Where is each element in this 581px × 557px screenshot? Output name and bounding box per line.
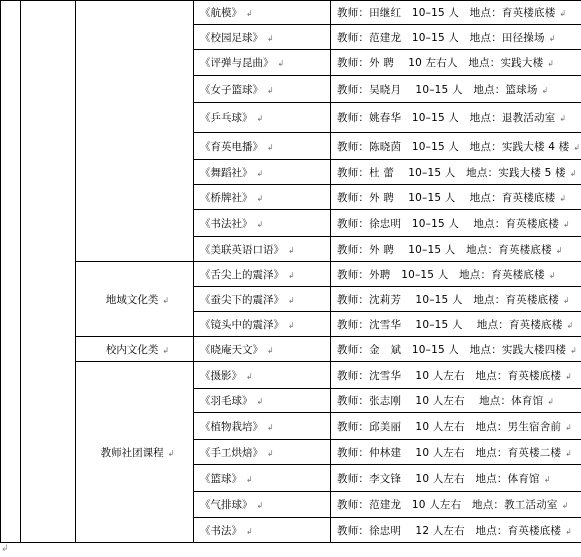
table-row — [1, 1, 581, 25]
cell-end-mark-icon: ↲ — [543, 474, 551, 484]
course-name-cell — [194, 337, 331, 362]
course-name-cell — [194, 210, 331, 237]
course-name: 《篮球》 — [200, 472, 242, 485]
course-name: 《美联英语口语》 — [200, 243, 284, 256]
cell-end-mark-icon: ↲ — [548, 270, 556, 280]
cell-end-mark-icon: ↲ — [565, 526, 573, 536]
course-info-cell — [331, 50, 581, 76]
course-info-cell — [331, 362, 581, 389]
course-info: 教师：范建龙 10 人左右 地点：教工活动室 — [337, 499, 558, 511]
course-name: 《书法》 — [200, 524, 242, 537]
cell-end-mark-icon: ↲ — [555, 245, 563, 255]
course-info: 教师：仲林建 10 人左右 地点：育英楼二楼 — [337, 446, 562, 459]
cell-end-mark-icon: ↲ — [559, 9, 567, 18]
cell-end-mark-icon: ↲ — [288, 270, 295, 280]
course-name: 《航模》 — [200, 7, 242, 19]
course-info-cell — [331, 492, 581, 518]
cell-end-mark-icon: ↲ — [541, 85, 549, 95]
course-name: 《摄影》 — [200, 369, 242, 382]
course-name-cell — [194, 262, 331, 287]
course-name-cell — [194, 492, 331, 518]
course-name: 《气排球》 — [200, 499, 253, 511]
cell-end-mark-icon: ↲ — [256, 219, 264, 229]
course-info: 教师：沈雪华 10 人左右 地点：育英楼底楼 — [337, 369, 562, 382]
cell-end-mark-icon: ↲ — [246, 9, 253, 18]
cell-end-mark-icon: ↲ — [562, 219, 570, 229]
course-info-cell — [331, 518, 581, 543]
cell-end-mark-icon: ↲ — [561, 501, 569, 510]
cell-end-mark-icon: ↲ — [162, 345, 170, 355]
course-info-cell — [331, 337, 581, 362]
course-info: 教师：张志刚 10 人左右 地点：体育馆 — [337, 395, 544, 407]
course-info: 教师：吴晓月 10–15 人 地点：篮球场 — [337, 83, 538, 96]
cell-end-mark-icon: ↲ — [267, 33, 274, 43]
category-cell — [76, 1, 194, 262]
category-label: 校内文化类 — [105, 343, 159, 356]
course-name-cell — [194, 50, 331, 76]
course-name-cell — [194, 76, 331, 103]
course-info: 教师：徐忠明 12 人左右 地点：育英楼底楼 — [337, 524, 562, 537]
course-name: 《蚕尖下的震泽》 — [200, 293, 284, 306]
cell-end-mark-icon: ↲ — [267, 422, 274, 432]
category-cell — [76, 337, 194, 362]
course-info: 教师：外 聘 10 左右人 地点：实践大楼 — [337, 57, 544, 69]
cell-end-mark-icon: ↲ — [167, 448, 175, 458]
cell-end-mark-icon: ↲ — [548, 33, 556, 43]
category-cell — [76, 262, 194, 337]
course-info: 教师：徐忠明 10–15 人 地点：育英楼底楼 — [337, 217, 559, 230]
course-info-cell — [331, 312, 581, 337]
course-info-cell — [331, 25, 581, 50]
course-name: 《评弹与昆曲》 — [200, 57, 274, 69]
course-name-cell — [194, 103, 331, 133]
category-cell — [76, 362, 194, 543]
cell-end-mark-icon: ↲ — [562, 295, 570, 305]
table-row — [1, 262, 581, 287]
course-name-cell — [194, 440, 331, 465]
course-info-cell — [331, 389, 581, 413]
course-info: 教师：沈雪华 10–15 人 地点：育英楼底楼 — [337, 318, 563, 331]
outer-col-2 — [21, 1, 76, 543]
cell-end-mark-icon: ↲ — [267, 345, 274, 355]
cell-end-mark-icon: ↲ — [246, 371, 253, 381]
cell-end-mark-icon: ↲ — [267, 85, 274, 95]
course-info-cell — [331, 413, 581, 440]
cell-end-mark-icon: ↲ — [288, 245, 295, 255]
course-info-cell — [331, 440, 581, 465]
course-name-cell — [194, 133, 331, 160]
course-name-cell — [194, 1, 331, 25]
course-info-cell — [331, 465, 581, 492]
course-info-cell — [331, 76, 581, 103]
cell-end-mark-icon: ↲ — [267, 142, 274, 152]
course-name: 《手工烘焙》 — [200, 446, 263, 459]
course-info-cell — [331, 160, 581, 185]
paragraph-mark-icon: ↲ — [1, 544, 9, 554]
course-info: 教师：外 聘 10–15 人 地点：育英楼底楼 — [337, 191, 556, 204]
cell-end-mark-icon: ↲ — [256, 168, 264, 178]
course-info-cell — [331, 287, 581, 312]
course-name-cell — [194, 185, 331, 210]
cell-end-mark-icon: ↲ — [569, 168, 577, 178]
table-row — [1, 362, 581, 389]
cell-end-mark-icon: ↲ — [559, 114, 567, 123]
course-info-cell — [331, 103, 581, 133]
course-info-cell — [331, 1, 581, 25]
course-info: 教师：沈莉芳 10–15 人 地点：育英楼底楼 — [337, 293, 559, 306]
cell-end-mark-icon: ↲ — [288, 295, 295, 305]
cell-end-mark-icon: ↲ — [267, 448, 274, 458]
cell-end-mark-icon: ↲ — [288, 320, 295, 330]
cell-end-mark-icon: ↲ — [246, 526, 253, 536]
course-info: 教师：范建龙 10–15 人 地点：田径操场 — [337, 31, 545, 44]
course-name-cell — [194, 465, 331, 492]
course-name-cell — [194, 389, 331, 413]
course-info: 教师：外聘 10–15 人 地点：育英楼底楼 — [337, 268, 545, 281]
category-label: 地域文化类 — [105, 293, 159, 306]
table-row — [1, 337, 581, 362]
course-name: 《舌尖上的震泽》 — [200, 268, 284, 281]
course-name: 《晓庵天文》 — [200, 343, 263, 356]
course-info-cell — [331, 237, 581, 262]
cell-end-mark-icon: ↲ — [256, 397, 264, 406]
course-info: 教师：杜 蕾 10–15 人 地点：实践大楼 5 楼 — [337, 166, 566, 179]
course-name: 《桥牌社》 — [200, 191, 253, 204]
outer-col-1 — [1, 1, 21, 543]
cell-end-mark-icon: ↲ — [566, 320, 574, 330]
cell-end-mark-icon: ↲ — [162, 295, 170, 305]
course-name: 《舞蹈社》 — [200, 166, 253, 179]
course-info: 教师：姚春华 10–15 人 地点：退教活动室 — [337, 112, 556, 124]
course-info: 教师：陈晓茵 10–15 人 地点：实践大楼 4 楼 — [337, 140, 570, 153]
course-info-cell — [331, 210, 581, 237]
course-name: 《育英电播》 — [200, 140, 263, 153]
course-name-cell — [194, 362, 331, 389]
cell-end-mark-icon: ↲ — [256, 193, 264, 203]
course-info-cell — [331, 262, 581, 287]
course-info-cell — [331, 133, 581, 160]
cell-end-mark-icon: ↲ — [573, 142, 581, 152]
cell-end-mark-icon: ↲ — [547, 397, 555, 406]
course-name-cell — [194, 312, 331, 337]
course-info: 教师：邱美丽 10 人左右 地点：男生宿舍前 — [337, 420, 562, 433]
cell-end-mark-icon: ↲ — [256, 114, 264, 123]
course-name: 《镜头中的震泽》 — [200, 318, 284, 331]
course-info: 教师：田继红 10–15 人 地点：育英楼底楼 — [337, 7, 556, 19]
course-name: 《乒乓球》 — [200, 112, 253, 124]
course-info: 教师：外 聘 10–15 人 地点：育英楼底楼 — [337, 243, 552, 256]
cell-end-mark-icon: ↲ — [547, 59, 555, 68]
course-name: 《校园足球》 — [200, 31, 263, 44]
course-name-cell — [194, 287, 331, 312]
course-name-cell — [194, 237, 331, 262]
cell-end-mark-icon: ↲ — [277, 59, 285, 68]
cell-end-mark-icon: ↲ — [570, 345, 578, 355]
course-name: 《羽毛球》 — [200, 395, 253, 407]
course-name: 《女子篮球》 — [200, 83, 263, 96]
cell-end-mark-icon: ↲ — [565, 422, 573, 432]
course-name: 《植物栽培》 — [200, 420, 263, 433]
category-label: 教师社团课程 — [100, 446, 164, 459]
course-name-cell — [194, 25, 331, 50]
course-info: 教师：李文锋 10 人左右 地点：体育馆 — [337, 472, 540, 485]
course-name-cell — [194, 413, 331, 440]
course-name: 《书法社》 — [200, 217, 253, 230]
course-name-cell — [194, 518, 331, 543]
cell-end-mark-icon: ↲ — [565, 371, 573, 381]
cell-end-mark-icon: ↲ — [256, 501, 264, 510]
cell-end-mark-icon: ↲ — [559, 193, 567, 203]
course-info: 教师：金 斌 10–15 人 地点：实践大楼四楼 — [337, 343, 567, 356]
cell-end-mark-icon: ↲ — [246, 474, 253, 484]
course-name-cell — [194, 160, 331, 185]
cell-end-mark-icon: ↲ — [565, 448, 573, 458]
course-info-cell — [331, 185, 581, 210]
